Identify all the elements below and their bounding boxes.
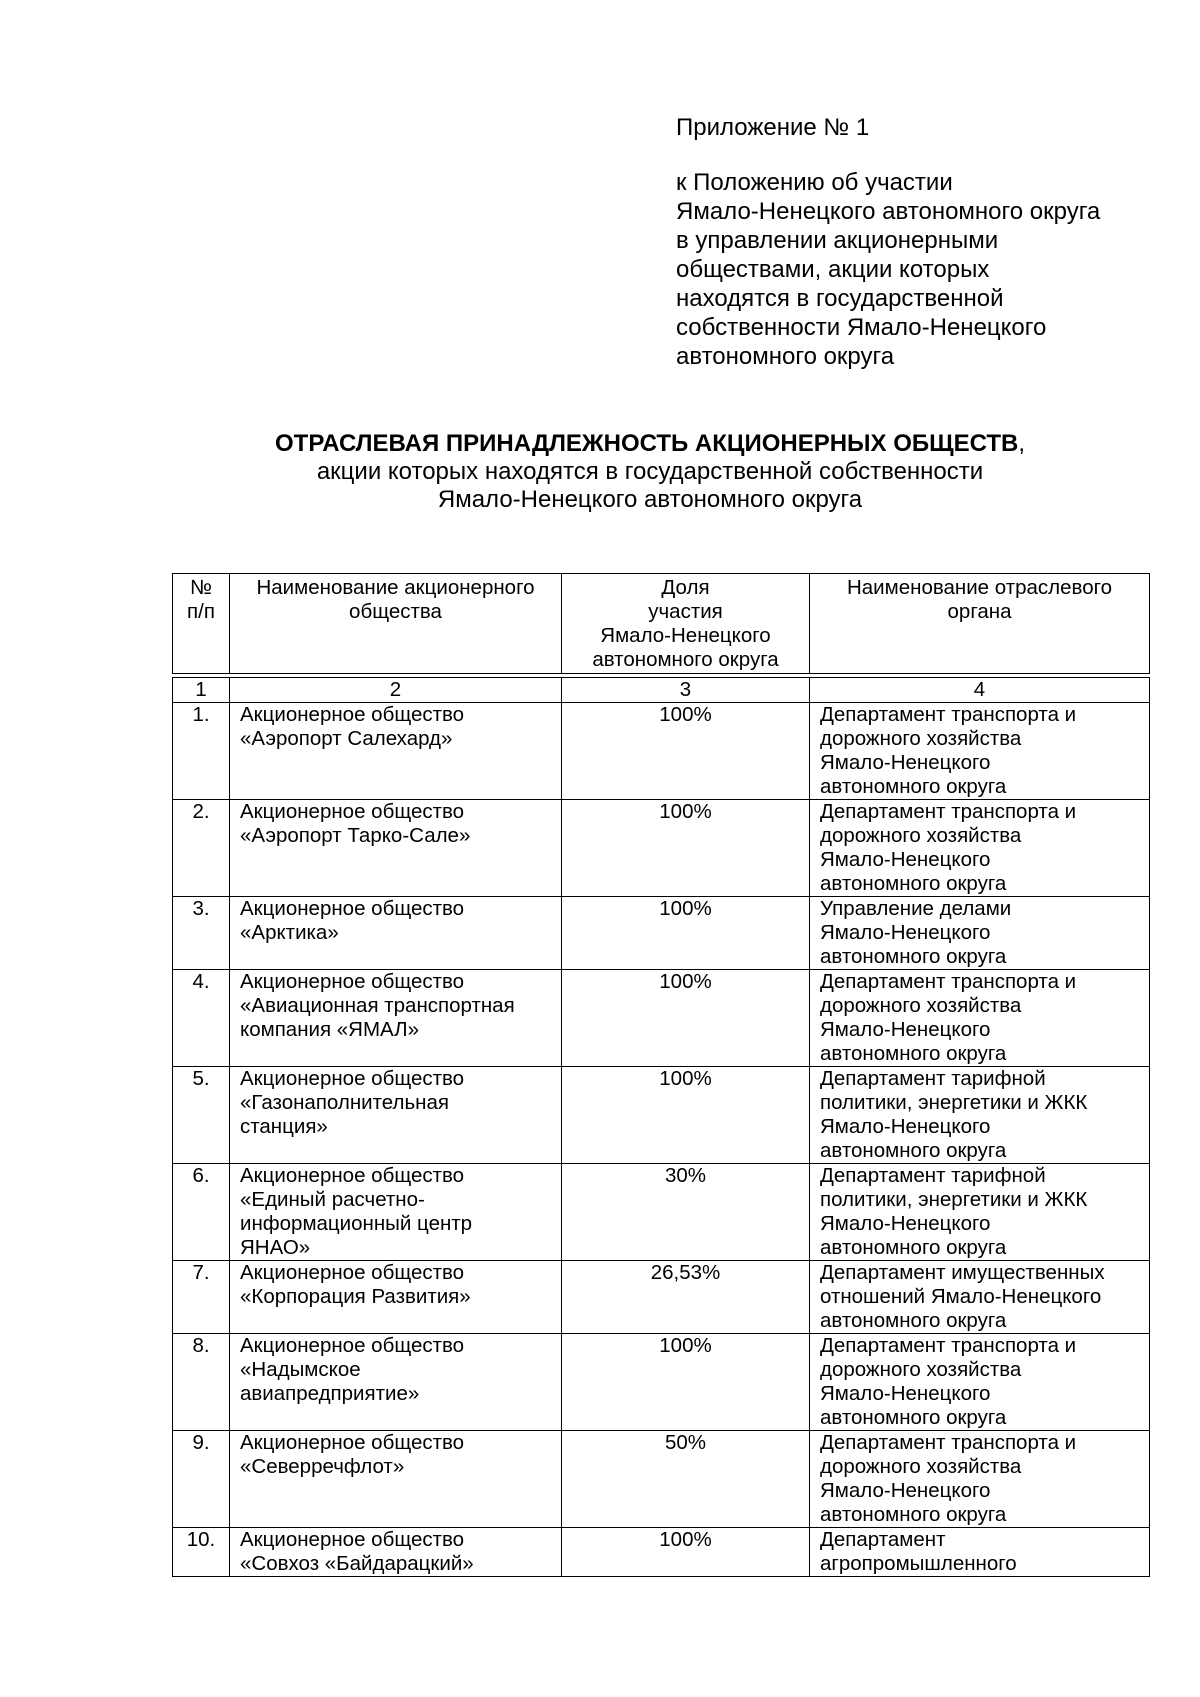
appendix-title: Приложение № 1 — [676, 114, 870, 141]
table-row — [173, 970, 1150, 1067]
share-value: 100% — [562, 897, 810, 970]
company-name: Акционерное общество «Арктика» — [230, 897, 562, 970]
organ-name: Департамент транспорта и дорожного хозяйства Ямало-Ненецкого автономного округа — [810, 1334, 1150, 1431]
row-number: 9. — [173, 1431, 230, 1528]
company-name: Акционерное общество «Аэропорт Тарко-Сале» — [230, 800, 562, 897]
table-row — [173, 1067, 1150, 1164]
header-organ: Наименование отраслевого органа — [810, 574, 1150, 674]
organ-name: Департамент тарифной политики, энергетики и ЖКК Ямало-Ненецкого автономного округа — [810, 1164, 1150, 1261]
header-number: № п/п — [173, 574, 230, 674]
company-name: Акционерное общество «Авиационная транспортная компания «ЯМАЛ» — [230, 970, 562, 1067]
share-value: 100% — [562, 1528, 810, 1577]
row-number: 8. — [173, 1334, 230, 1431]
row-number: 3. — [173, 897, 230, 970]
organ-name: Департамент транспорта и дорожного хозяйства Ямало-Ненецкого автономного округа — [810, 703, 1150, 800]
header-company-name: Наименование акционерного общества — [230, 574, 562, 674]
table-header-row — [173, 574, 1150, 674]
share-value: 100% — [562, 1334, 810, 1431]
organ-name: Управление делами Ямало-Ненецкого автономного округа — [810, 897, 1150, 970]
table-row — [173, 1528, 1150, 1577]
table-row — [173, 897, 1150, 970]
appendix-block — [676, 113, 1176, 371]
row-number: 4. — [173, 970, 230, 1067]
row-number: 7. — [173, 1261, 230, 1334]
row-number: 10. — [173, 1528, 230, 1577]
column-number: 1 — [173, 678, 230, 703]
company-name: Акционерное общество «Аэропорт Салехард» — [230, 703, 562, 800]
share-value: 100% — [562, 800, 810, 897]
column-number: 3 — [562, 678, 810, 703]
company-name: Акционерное общество «Единый расчетно- информационный центр ЯНАО» — [230, 1164, 562, 1261]
column-number: 4 — [810, 678, 1150, 703]
companies-table — [172, 573, 1150, 1577]
share-value: 100% — [562, 970, 810, 1067]
header-share: Доля участия Ямало-Ненецкого автономного округа — [562, 574, 810, 674]
row-number: 5. — [173, 1067, 230, 1164]
organ-name: Департамент имущественных отношений Ямало-Ненецкого автономного округа — [810, 1261, 1150, 1334]
row-number: 1. — [173, 703, 230, 800]
heading-subtitle: акции которых находятся в государственной собственности Ямало-Ненецкого автономного округа — [316, 458, 984, 513]
company-name: Акционерное общество «Совхоз «Байдарацкий» — [230, 1528, 562, 1577]
document-heading — [150, 430, 1150, 514]
organ-name: Департамент транспорта и дорожного хозяйства Ямало-Ненецкого автономного округа — [810, 970, 1150, 1067]
table-row — [173, 1431, 1150, 1528]
column-number: 2 — [230, 678, 562, 703]
table-row — [173, 1164, 1150, 1261]
share-value: 100% — [562, 703, 810, 800]
organ-name: Департамент агропромышленного — [810, 1528, 1150, 1577]
company-name: Акционерное общество «Газонаполнительная станция» — [230, 1067, 562, 1164]
appendix-reference: к Положению об участии Ямало-Ненецкого автономного округа в управлении акционерными обществами, акции которых находятся в государственной собственности Ямало-Ненецкого автономного округа — [676, 169, 1101, 370]
table-row — [173, 703, 1150, 800]
heading-comma: , — [1018, 430, 1025, 457]
organ-name: Департамент тарифной политики, энергетики и ЖКК Ямало-Ненецкого автономного округа — [810, 1067, 1150, 1164]
column-numbers-row — [173, 678, 1150, 703]
share-value: 100% — [562, 1067, 810, 1164]
company-name: Акционерное общество «Корпорация Развития» — [230, 1261, 562, 1334]
organ-name: Департамент транспорта и дорожного хозяйства Ямало-Ненецкого автономного округа — [810, 1431, 1150, 1528]
table-row — [173, 800, 1150, 897]
row-number: 2. — [173, 800, 230, 897]
share-value: 26,53% — [562, 1261, 810, 1334]
heading-title: ОТРАСЛЕВАЯ ПРИНАДЛЕЖНОСТЬ АКЦИОНЕРНЫХ ОБЩЕСТВ — [274, 430, 1019, 457]
organ-name: Департамент транспорта и дорожного хозяйства Ямало-Ненецкого автономного округа — [810, 800, 1150, 897]
company-name: Акционерное общество «Надымское авиапредприятие» — [230, 1334, 562, 1431]
row-number: 6. — [173, 1164, 230, 1261]
share-value: 50% — [562, 1431, 810, 1528]
company-name: Акционерное общество «Северречфлот» — [230, 1431, 562, 1528]
share-value: 30% — [562, 1164, 810, 1261]
table-row — [173, 1261, 1150, 1334]
table-row — [173, 1334, 1150, 1431]
